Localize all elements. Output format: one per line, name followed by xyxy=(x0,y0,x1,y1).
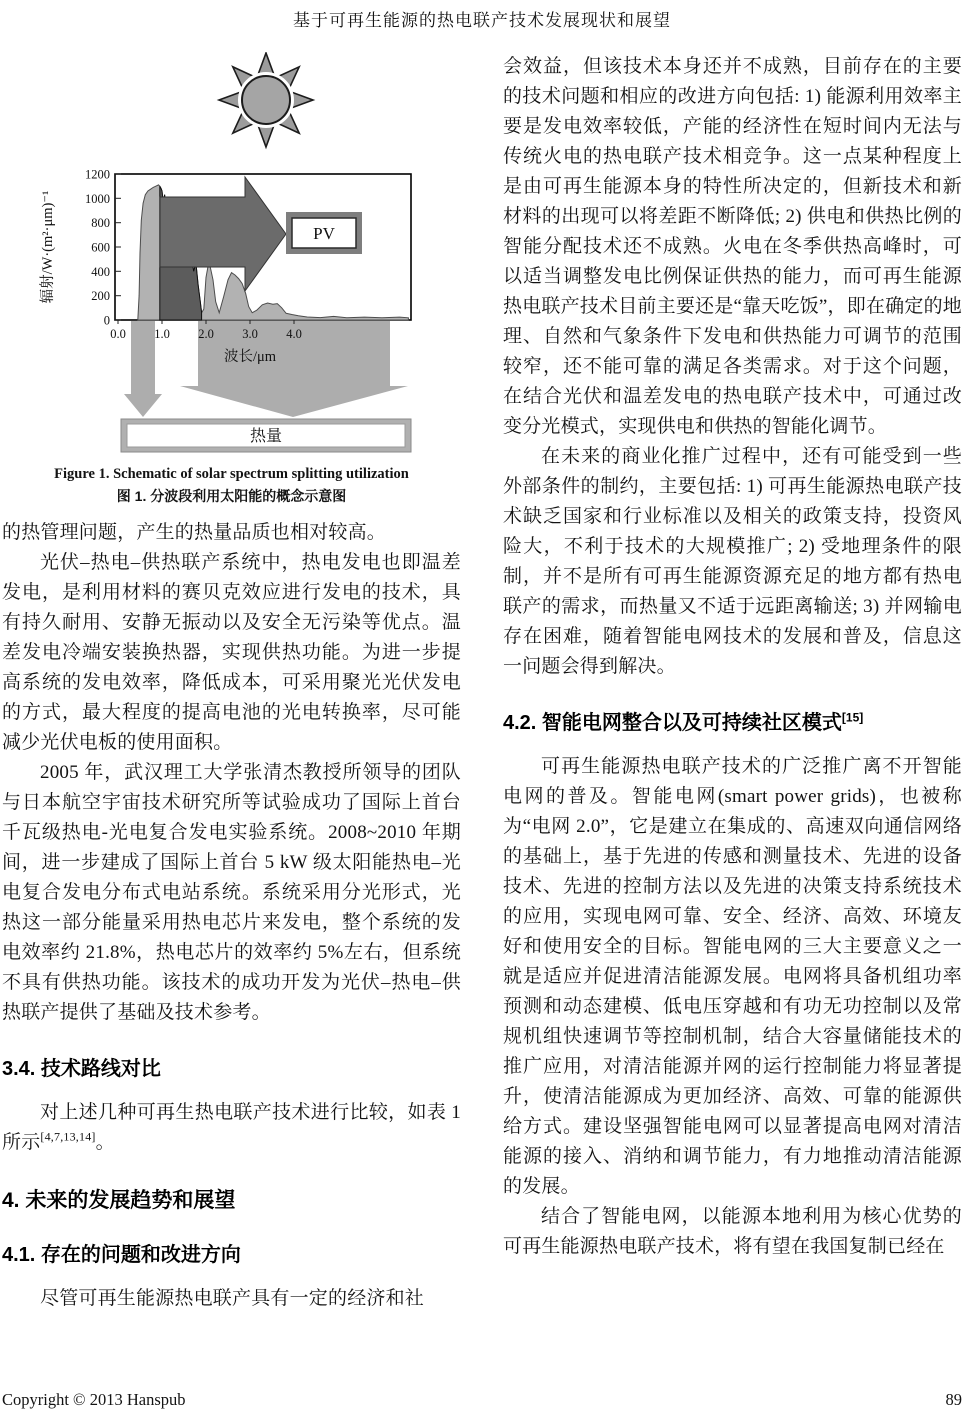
svg-text:3.0: 3.0 xyxy=(242,327,258,341)
paragraph-local-energy: 结合了智能电网，以能源本地利用为核心优势的可再生能源热电联产技术，将有望在我国复制已经在 xyxy=(503,1206,962,1257)
heading-4-2-text: 4.2. 智能电网整合以及可持续社区模式 xyxy=(503,712,842,734)
figure-1-graphic xyxy=(38,52,438,462)
svg-text:200: 200 xyxy=(91,289,110,304)
left-column xyxy=(2,52,461,1314)
citation-15: [15] xyxy=(841,710,864,725)
heading-3-4: 3.4. 技术路线对比 xyxy=(2,1058,161,1080)
svg-text:1200: 1200 xyxy=(85,167,110,182)
svg-text:800: 800 xyxy=(91,216,110,231)
footer-copyright: Copyright © 2013 Hanspub xyxy=(2,1390,186,1409)
paragraph-external-constraints: 在未来的商业化推广过程中，还有可能受到一些外部条件的制约，主要包括: 1) 可再生能源热电联产技术缺乏国家和行业标准以及相关的政策支持，投资风险大，不利于技术的大规模推广; 2) 受地理条件的限制，并不是所有可再生能源资源充足的地方都有热电联产的需求，而热量又不适于远距离输送; 3) 并网输电存在困难，随着智能电网技术的发展和普及，信息这一问题会得到解决。 xyxy=(503,446,962,677)
heat-box-label: 热量 xyxy=(249,428,283,445)
svg-text:0.0: 0.0 xyxy=(110,327,126,341)
figure-1 xyxy=(2,52,461,506)
svg-text:400: 400 xyxy=(91,264,110,279)
svg-text:600: 600 xyxy=(91,240,110,255)
pv-box-label: PV xyxy=(313,224,335,243)
sun-icon xyxy=(219,53,313,147)
svg-text:0: 0 xyxy=(103,313,110,328)
table-ref-text: 对上述几种可再生热电联产技术进行比较，如表 1 所示 xyxy=(2,1102,461,1153)
heading-4-1: 4.1. 存在的问题和改进方向 xyxy=(2,1244,241,1266)
two-column-body xyxy=(2,52,962,1314)
paragraph-pv-te-chp: 光伏–热电–供热联产系统中，热电发电也即温差发电，是利用材料的赛贝克效应进行发电的技术，具有持久耐用、安静无振动以及安全无污染等优点。温差发电冷端安装换热器，实现供热功能。为进一步提高系统的发电效率，降低成本，可采用聚光光伏发电的方式，最大程度的提高电池的光电转换率，尽可能减少光伏电板的使用面积。 xyxy=(2,552,461,753)
page-footer xyxy=(2,1390,962,1410)
paragraph-table-ref xyxy=(2,1098,461,1158)
heading-4-2 xyxy=(503,706,962,735)
paragraph-heat-quality: 的热管理问题，产生的热量品质也相对较高。 xyxy=(2,522,387,543)
table-ref-period: 。 xyxy=(95,1132,115,1153)
svg-text:2.0: 2.0 xyxy=(198,327,214,341)
page-title: 基于可再生能源的热电联产技术发展现状和展望 xyxy=(293,11,671,30)
figure-caption-zh: 图 1. 分波段利用太阳能的概念示意图 xyxy=(116,488,347,504)
svg-text:4.0: 4.0 xyxy=(286,327,302,341)
pv-box xyxy=(286,212,362,254)
figure-caption-en: Figure 1. Schematic of solar spectrum splitting utilization xyxy=(54,466,409,482)
svg-text:1000: 1000 xyxy=(85,191,110,206)
paragraph-smart-grid: 可再生能源热电联产技术的广泛推广离不开智能电网的普及。智能电网(smart power grids)，也被称为“电网 2.0”，它是建立在集成的、高速双向通信网络的基础上，基于先进的传感和测量技术、先进的设备技术、先进的控制方法以及先进的决策支持系统技术的应用，实现电网可靠、安全、经济、高效、环境友好和使用安全的目标。智能电网的三大主要意义之一就是适应并促进清洁能源发展。电网将具备机组功率预测和动态建模、低电压穿越和有功无功控制以及常规机组快速调节等控制机制，结合大容量储能技术的推广应用，对清洁能源并网的运行控制能力将显著提升，使清洁能源成为更加经济、高效、可靠的能源供给方式。建设坚强智能电网可以显著提高电网对清洁能源的接入、消纳和调节能力，有力地推动清洁能源的发展。 xyxy=(503,756,962,1197)
paragraph-tech-problems: 会效益，但该技术本身还并不成熟，目前存在的主要的技术问题和相应的改进方向包括: 1) 能源利用效率主要是发电效率较低，产能的经济性在短时间内无法与传统火电的热电联产技术相竞争。这一点某种程度上是由可再生能源本身的特性所决定的，但新技术和新材料的出现可以将差距不断降低; 2) 供电和供热比例的智能分配技术还不成熟。火电在冬季供热高峰时，可以适当调整发电比例保证供热的能力，而可再生能源热电联产技术目前主要还是“靠天吃饭”，即在确定的地理、自然和气象条件下发电和供热能力可调节的范围较窄，还不能可靠的满足各类需求。对于这个问题，在结合光伏和温差发电的热电联产技术中，可通过改变分光模式，实现供电和供热的智能化调节。 xyxy=(503,56,962,437)
svg-text:1.0: 1.0 xyxy=(154,327,170,341)
right-column xyxy=(503,52,962,1314)
figure-1-caption xyxy=(2,466,461,506)
heat-box xyxy=(121,419,411,452)
x-axis-label: 波长/μm xyxy=(223,349,277,365)
paragraph-problems-intro: 尽管可再生能源热电联产具有一定的经济和社 xyxy=(40,1288,425,1309)
footer-page-number: 89 xyxy=(945,1390,962,1409)
heading-4: 4. 未来的发展趋势和展望 xyxy=(2,1189,236,1212)
y-axis-label: 辐射/W·(m²·μm)⁻¹ xyxy=(40,190,56,304)
spectrum-plot xyxy=(39,168,411,328)
paragraph-2005-whut: 2005 年，武汉理工大学张清杰教授所领导的团队与日本航空宇宙技术研究所等试验成功了国际上首台千瓦级热电-光电复合发电实验系统。2008~2010 年期间，进一步建成了国际上首台 5 kW 级太阳能热电–光电复合发电分布式电站系统。系统采用分光形式，光热这一部分能量采用热电芯片来发电，整个系统的发电效率约 21.8%，热电芯片的效率约 5%左右，但系统不具有供热功能。该技术的成功开发为光伏–热电–供热联产提供了基础及技术参考。 xyxy=(2,762,461,1023)
citation-4-7-13-14: [4,7,13,14] xyxy=(40,1129,96,1144)
